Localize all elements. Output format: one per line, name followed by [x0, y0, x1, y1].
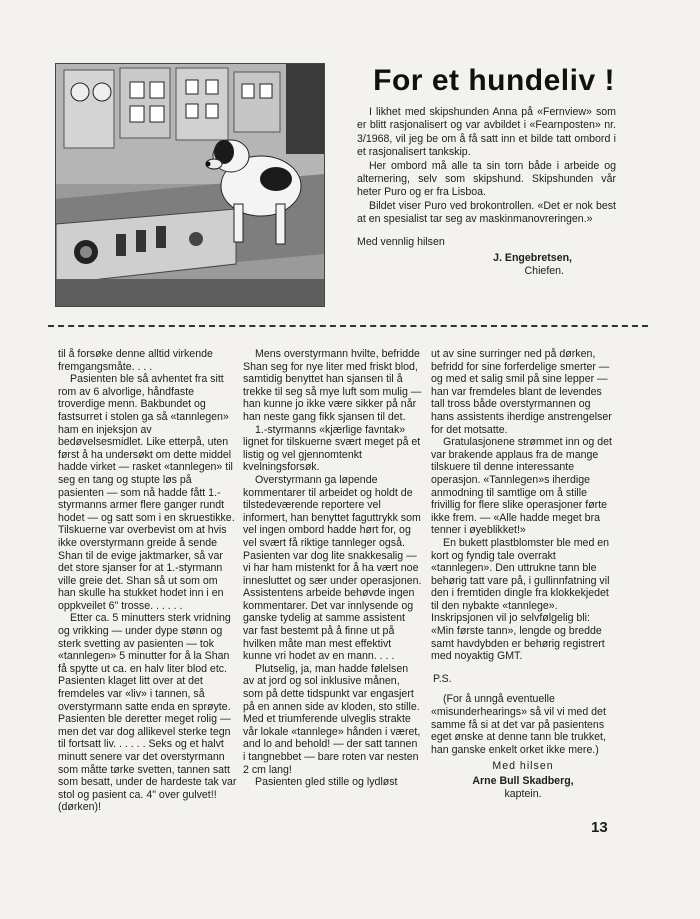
body-paragraph: En bukett plastblomster ble med en kort og fyndig tale overrakt «tannlegen». Den uttrukne tann ble behørig tatt vare på, i gullinnfatning vil den i fremtiden dingle fra klokkekjedet til den nybakte «tannlege». Inskripsjonen vil jo selvfølgelig bli: «Min første tann», lengde og bredde samt havdybden er behørig registrert med noyaktig GMT. [431, 536, 610, 663]
body-paragraph: Plutselig, ja, man hadde følelsen av at jord og sol inklusive månen, som på dette tidspunkt var engasjert på en annen side av kloden, sto stille. Med et triumferende ulveglis strakte vår lokale «tannlege» hånden i været, and lo and behold! — der satt tannen i tangnebbet — bare roten var nesten 2 cm lang! [243, 662, 421, 776]
body-paragraph: Pasienten ble så avhentet fra sitt rom av 6 alvorlige, håndfaste troverdige menn. Bakbundet og fastsurret i stolen ga så «tannlegen» ham en injeksjon av bedøvelsesmidlet. Like etterpå, uten først å ha undersøkt om dette middel hadde virket — rasket «tannlegen» til seg en tang og stupte løs på pasienten — som nå hadde fått 1.-styrmanns armer flere ganger rundt hodet — og satt som i en skruestikke. Tilskuerne var overbevist om at hvis ikke overstyrmann greide å sende Shan til de evige jaktmarker, så var det store sjanser for at 1.-styrmann ville greie det. Shan så ut som om han skulle ha stukket hodet inn i en oppkveilet 6" trosse. . . . . . [58, 373, 235, 612]
intro-paragraph: I likhet med skipshunden Anna på «Fernview» som er blitt rasjonalisert og var avbildet i «Fearnposten» nr. 3/1968, vil jeg be om å få satt inn et bilde tatt ombord i et rasjonalisert tankskip. [357, 106, 616, 159]
body-paragraph: Etter ca. 5 minutters sterk vridning og vrikking — under dype stønn og sterk svetting av pasienten — tok «tannlegen» 5 minutter for å la Shan få spytte ut ca. en halv liter blod etc. Pasienten klaget litt over at det fremdeles var «liv» i tannen, så overstyrmann satte enda en sprøyte. Pasienten ble deretter meget rolig — men det var dog allikevel sterke tegn til fortsatt liv. . . . . . Seks og et halvt minutt senere var det overstyrmann som måtte tørke svetten, tannen satt som besatt, under de hardeste tak var stol og pasient ca. 4" over gulvet!! (dørken)! [58, 612, 237, 814]
ps-note: (For å unngå eventuelle «misunderhearings» så vil vi med det samme få si at det var på pasientens eget ønske at denne tann ble trukket, han ganske enkelt orket ikke mere.) [431, 693, 606, 756]
intro-paragraph: Her ombord må alle ta sin torn både i arbeide og alternering, selv som skipshund. Skipshunden vår heter Puro og er fra Lisboa. [357, 159, 616, 199]
closing-signature-name: Arne Bull Skadberg, [472, 775, 574, 787]
photo-dog-at-controls [55, 63, 325, 307]
dog-at-ship-control-panel-photo [56, 64, 324, 306]
body-paragraph: Overstyrmann ga løpende kommentarer til arbeidet og holdt de tilstedeværende reportere vel informert, han benyttet faguttrykk som vel ingen ombord hadde hørt for, og vel svært få riktige tannleger også. Pasienten var dog lite snakkesalig — vi har ham mistenkt for å ha vært noe innesluttet og sær under operasjonen. Assistentens arbeide behøvde ingen kommentarer. Det var innlysende og ganske tydelig at samme assistent var fast bestemt på å finne ut på hvilken måte man mest effektivt kunne vri hodet av en mann. . . . [243, 473, 422, 663]
intro-signature-name: J. Engebretsen, [493, 252, 572, 265]
body-paragraph: til å forsøke denne alltid virkende fremgangsmåte. . . . [58, 348, 213, 373]
body-paragraph: 1.-styrmanns «kjærlige favntak» lignet for tilskuerne svært meget på et listig og vel gjennomtenkt kvelningsforsøk. [243, 423, 421, 474]
body-paragraph: ut av sine surringer ned på dørken, befridd for sine forferdelige smerter — og med et salig smil på sine lepper — han var fremdeles blant de levendes tall tross både overstyrmannen og hans assistents iherdige anstrengelser for det motsatte. [431, 348, 612, 436]
intro-letter [357, 106, 616, 279]
closing-signature-title: kaptein. [504, 787, 542, 800]
body-paragraph: Pasienten gled stille og lydløst [255, 776, 398, 789]
intro-paragraph: Bildet viser Puro ved brokontrollen. «Det er nok best at en spesialist tar seg av maskinmanovreringen.» [357, 199, 616, 226]
intro-greeting: Med vennlig hilsen [357, 235, 445, 248]
text-column-3 [431, 348, 615, 800]
body-paragraph: Mens overstyrmann hvilte, befridde Shan seg for nye liter med friskt blod, samtidig benyttet han sjansen til å trekke til seg så mye luft som mulig — han kunne jo ikke være sikker på når han neste gang fikk sjansen til det. [243, 348, 422, 423]
page-number: 13 [591, 819, 608, 836]
intro-signature-title: Chiefen. [524, 265, 564, 278]
article-title: For et hundeliv ! [373, 64, 615, 97]
dashed-divider [48, 325, 648, 327]
body-paragraph: Gratulasjonene strømmet inn og det var brakende applaus fra de mange tilskuere til denne interessante operasjon. «Tannlegen»s iherdige anmodning til samtlige om å stille frivillig for flere slike operasjoner førte ikke frem. — «Alle hadde meget bra tenner i øyeblikket!» [431, 436, 612, 537]
closing-greeting: Med hilsen [492, 760, 554, 773]
text-column-1 [58, 348, 238, 814]
text-column-2 [243, 348, 422, 789]
ps-label: P.S. [433, 672, 452, 685]
